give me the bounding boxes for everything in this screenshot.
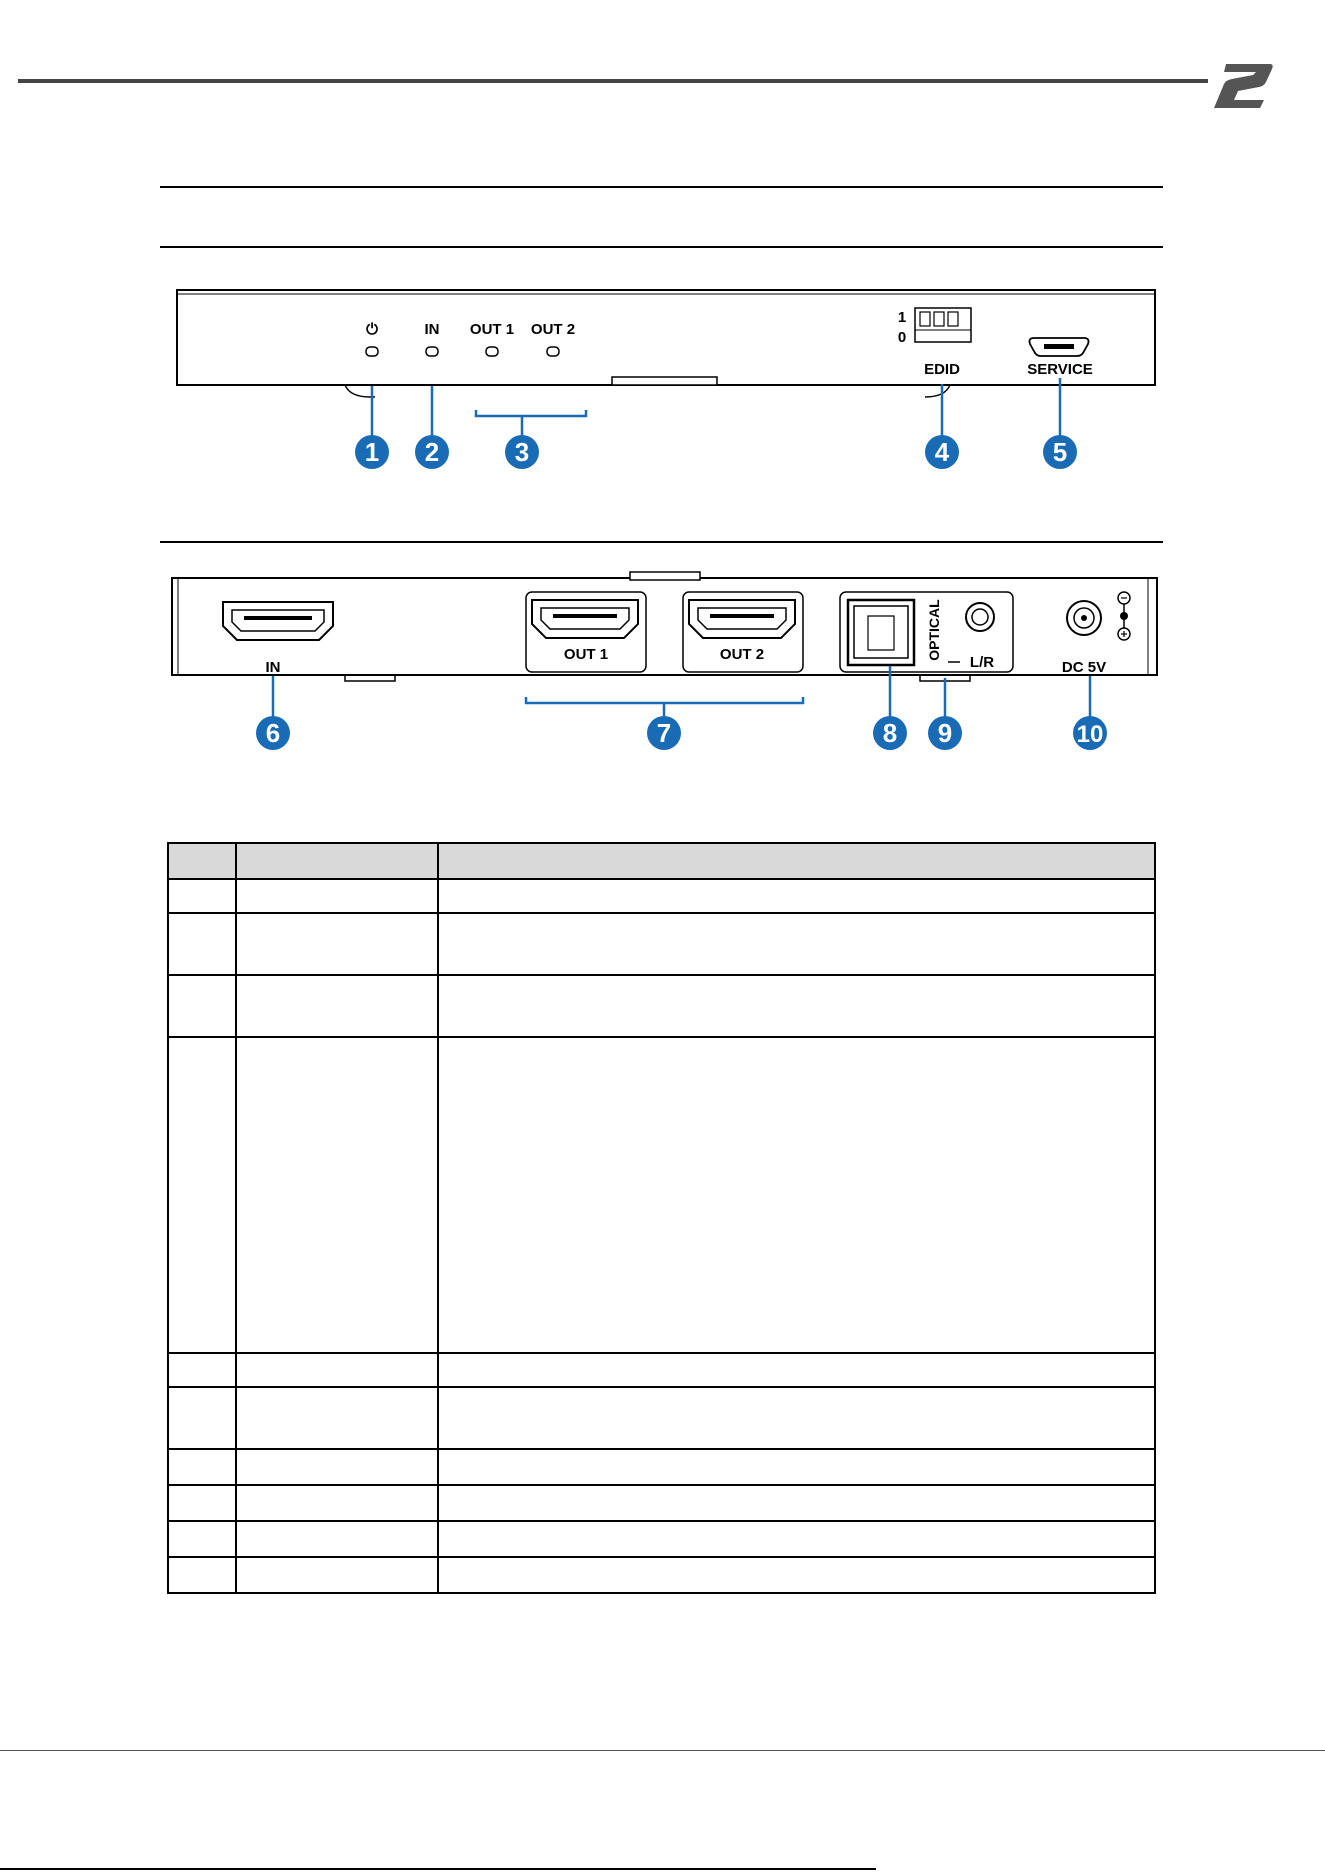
svg-text:8: 8 [882,718,898,748]
rear-panel-diagram [160,570,1163,760]
in-led-label: IN [424,321,440,338]
callout-3 [505,435,539,469]
svg-text:3: 3 [514,437,530,467]
table-row [168,1449,1155,1485]
in-led-icon [426,347,438,356]
hdmi-in-port-icon [223,602,333,640]
brand-logo-icon [1208,60,1276,110]
out1-port-label: OUT 1 [563,646,609,663]
out1-led-label: OUT 1 [469,321,515,338]
out2-port-label: OUT 2 [719,646,765,663]
service-label: SERVICE [1027,361,1093,378]
section-rule [160,541,1163,543]
table-row [168,975,1155,1037]
table-row [168,1521,1155,1557]
table-row [168,1557,1155,1593]
callout-6 [256,716,290,750]
optical-port-icon [848,600,914,665]
callout-1 [355,435,389,469]
table-row [168,1353,1155,1387]
table-row [168,1485,1155,1521]
out2-led-icon [547,347,559,356]
svg-text:4: 4 [934,437,950,467]
out1-led-icon [486,347,498,356]
section-rule [160,246,1163,248]
dc-label: DC 5V [1061,659,1107,676]
svg-text:9: 9 [937,718,953,748]
callout-4 [925,435,959,469]
front-panel-diagram [160,280,1163,480]
svg-text:5: 5 [1052,437,1068,467]
callout-9 [928,716,962,750]
table-header-row [168,843,1155,879]
edid-label: EDID [924,361,960,378]
table-header-cell [168,843,236,879]
table-row [168,1387,1155,1449]
lr-audio-jack-icon [966,603,994,631]
table-row [168,1037,1155,1353]
edid-dip-switch-icon [915,308,971,342]
in-port-label: IN [265,659,281,676]
dc-power-jack-icon [1067,601,1101,635]
dip-label-1: 1 [897,309,907,326]
out2-led-label: OUT 2 [530,321,576,338]
footer-rule [0,1868,876,1870]
optical-label: OPTICAL [926,599,942,661]
table-row [168,879,1155,913]
callout-7 [647,716,681,750]
header-rule [18,79,1208,83]
lr-label: L/R [969,654,995,671]
port-description-table [167,842,1156,1594]
power-led-icon [366,347,378,356]
callout-2 [415,435,449,469]
svg-text:2: 2 [424,437,440,467]
svg-text:6: 6 [265,718,281,748]
callout-8 [873,716,907,750]
svg-text:7: 7 [656,718,672,748]
callout-5 [1043,435,1077,469]
svg-text:10: 10 [1076,721,1104,748]
section-rule [160,186,1163,188]
service-usb-port-icon [1030,338,1089,356]
table-header-cell [236,843,438,879]
callout-10 [1073,716,1107,750]
power-led-label: ⏻ [366,321,378,338]
table-row [168,913,1155,975]
svg-text:1: 1 [364,437,380,467]
table-header-cell [438,843,1155,879]
footer-rule [0,1750,1325,1751]
dip-label-0: 0 [897,329,907,346]
